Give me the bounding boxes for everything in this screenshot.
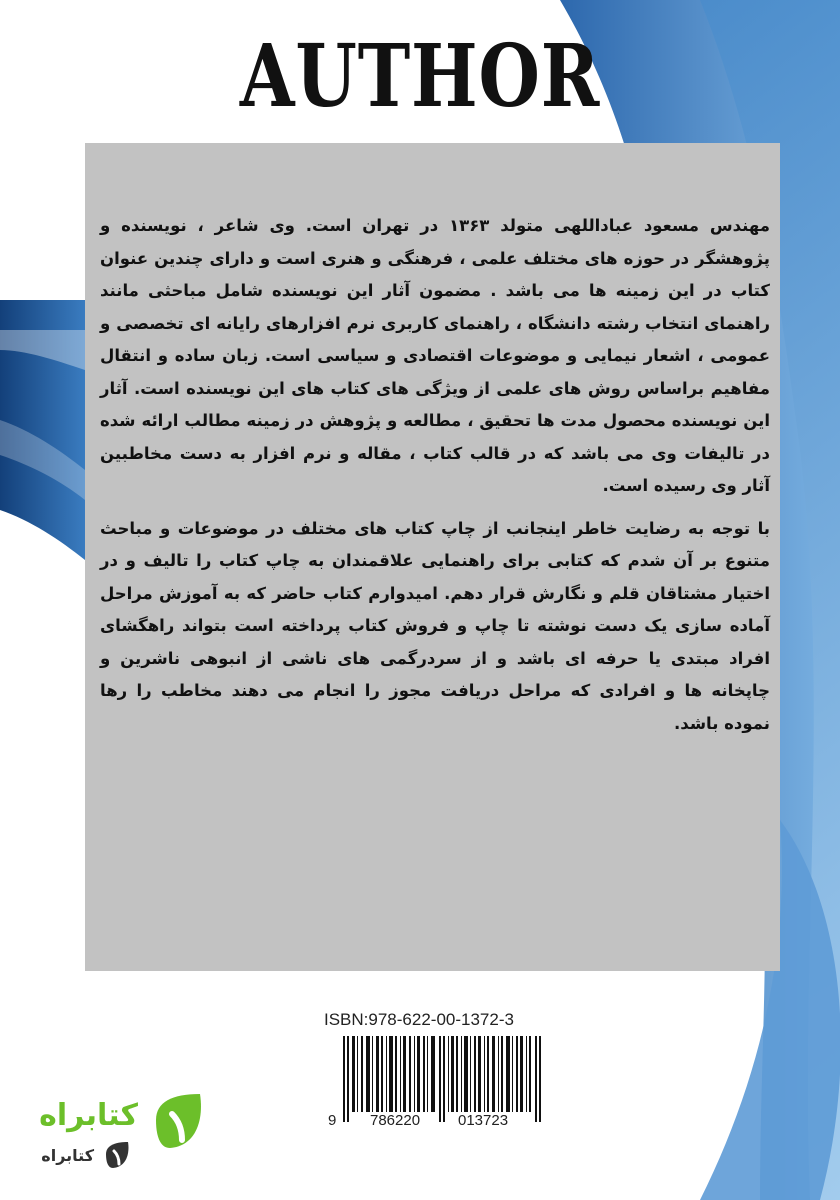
kitabrah-leaf-icon bbox=[148, 1090, 210, 1152]
isbn-barcode bbox=[318, 1004, 570, 1134]
isbn-label: ISBN:978-622-00-1372-3 bbox=[324, 1010, 514, 1029]
barcode-digit-first: 9 bbox=[328, 1112, 337, 1129]
logo-subtext: کتابراه bbox=[41, 1146, 94, 1165]
cover-title: AUTHOR bbox=[239, 26, 601, 127]
barcode-bars bbox=[343, 1036, 543, 1122]
bio-paragraph: مهندس مسعود عباداللهی متولد ۱۳۶۳ در تهران است. وی شاعر ، نویسنده و پژوهشگر در حوزه های مختلف علمی ، فرهنگی و هنری است و دارای چندین عنوان کتاب در این زمینه ها می باشد . مضمون آثار این نویسنده شامل مباحثی مانند راهنمای انتخاب رشته دانشگاه ، راهنمای کاربری نرم افزارهای رایانه ای تخصصی و عمومی ، اشعار نیمایی و موضوعات اقتصادی و سیاسی است. زبان ساده و انتقال مفاهیم براساس روش های علمی از ویژگی های کتاب های این نویسنده است. آثار این نویسنده محصول مدت ها تحقیق ، مطالعه و پژوهش در زمینه مطالب ارائه شده در تالیفات وی می باشد که در قالب کتاب ، مقاله و نرم افزار به دست مخاطبین آثار وی رسیده است. bbox=[100, 216, 770, 495]
barcode-digits-left: 786220 bbox=[370, 1112, 421, 1129]
author-bio-text bbox=[100, 210, 770, 750]
barcode-digits-right: 013723 bbox=[458, 1112, 509, 1129]
publisher-logo bbox=[18, 1090, 218, 1190]
logo-text: کتابراه bbox=[39, 1098, 138, 1133]
bio-paragraph: با توجه به رضایت خاطر اینجانب از چاپ کتاب های مختلف در موضوعات و مباحث متنوع بر آن شدم که کتابی برای راهنمایی علاقمندان به چاپ کتاب را تالیف و در اختیار مشتاقان قلم و نگارش قرار دهم. امیدوارم کتاب حاضر که به آموزش مراحل آماده سازی یک دست نوشته تا چاپ و فروش کتاب پرداخته است بتواند راهگشای افراد مبتدی یا حرفه ای باشد و از سردرگمی های ناشی از انبوهی ناشرین و چاپخانه ها و افرادی که مراحل دریافت مجوز را انجام می دهند مخاطب را رها نموده باشد. bbox=[100, 518, 770, 733]
kitabrah-small-icon bbox=[102, 1140, 132, 1170]
